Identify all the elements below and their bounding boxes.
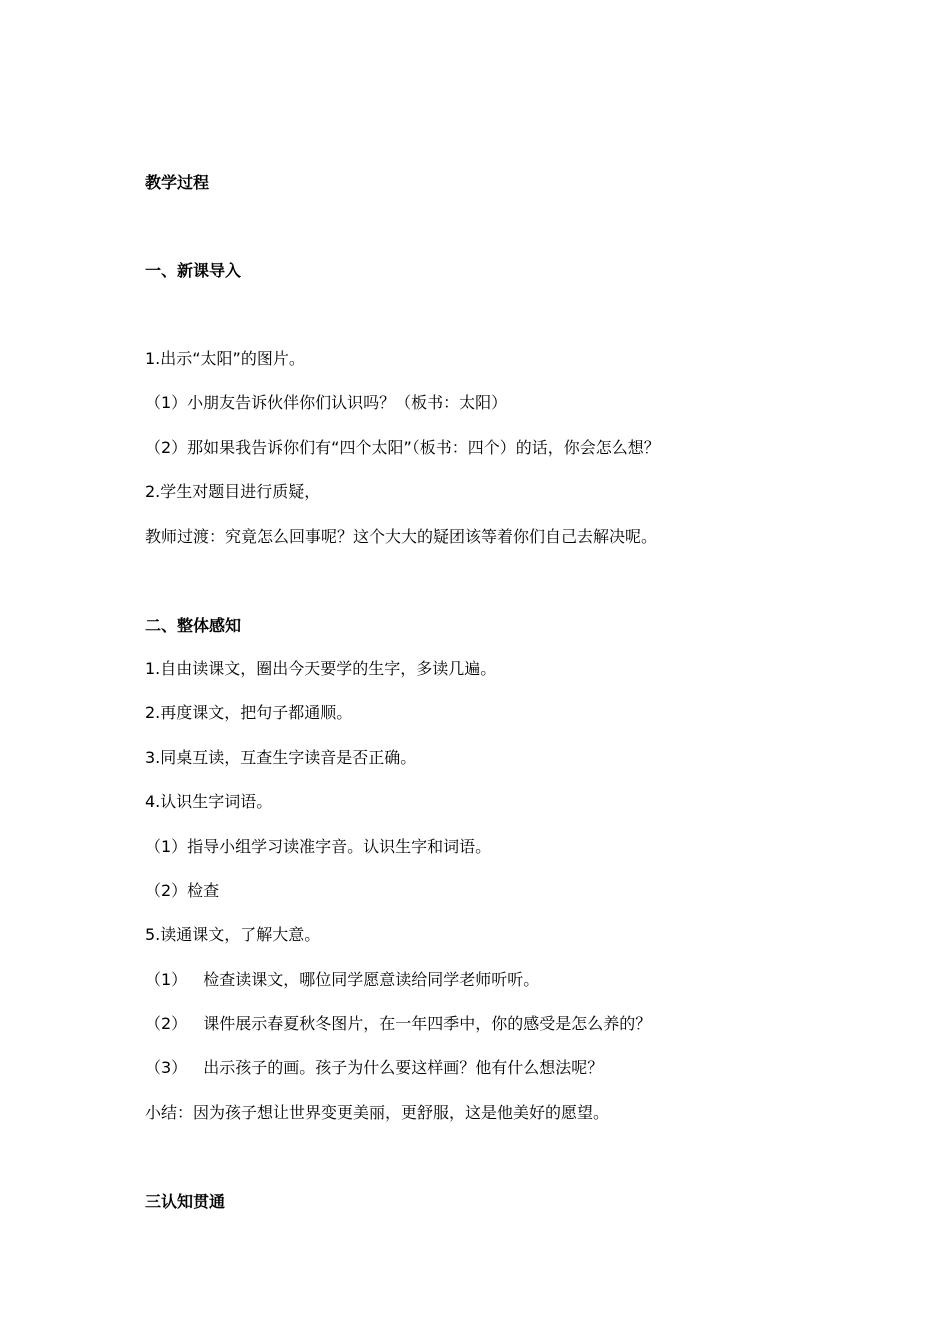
numbered-item [145,1058,603,1078]
document-title: 教学过程 [145,173,210,192]
item-text: 课件展示春夏秋冬图片，在一年四季中，你的感受是怎么养的？ [203,1014,652,1033]
paragraph: 4.认识生字词语。 [145,792,273,811]
item-number: （3） [145,1058,188,1077]
paragraph: （1）小朋友告诉伙伴你们认识吗？（板书：太阳） [145,393,508,412]
paragraph: 教师过渡：究竟怎么回事呢？这个大大的疑团该等着你们自己去解决呢。 [145,527,658,546]
paragraph: （1）指导小组学习读准字音。认识生字和词语。 [145,837,492,856]
paragraph: 1.出示“太阳”的图片。 [145,349,305,368]
numbered-item [145,970,539,990]
numbered-item [145,1014,651,1034]
paragraph: （2）检查 [145,881,220,900]
item-number: （1） [145,970,188,989]
paragraph: 5.读通课文，了解大意。 [145,925,321,944]
item-text: 出示孩子的画。孩子为什么要这样画？他有什么想法呢？ [203,1058,604,1077]
item-number: （2） [145,1014,188,1033]
paragraph: （2）那如果我告诉你们有“四个太阳”（板书：四个）的话，你会怎么想？ [145,438,660,457]
section-heading-2: 二、整体感知 [145,616,242,635]
paragraph: 3.同桌互读，互查生字读音是否正确。 [145,748,417,767]
section-heading-1: 一、新课导入 [145,261,242,280]
item-text: 检查读课文，哪位同学愿意读给同学老师听听。 [203,970,540,989]
section-heading-3: 三认知贯通 [145,1192,226,1211]
paragraph: 2.再度课文，把句子都通顺。 [145,703,353,722]
paragraph: 2.学生对题目进行质疑， [145,482,321,501]
summary-paragraph: 小结：因为孩子想让世界变更美丽，更舒服，这是他美好的愿望。 [145,1103,610,1122]
paragraph: 1.自由读课文，圈出今天要学的生字，多读几遍。 [145,659,497,678]
